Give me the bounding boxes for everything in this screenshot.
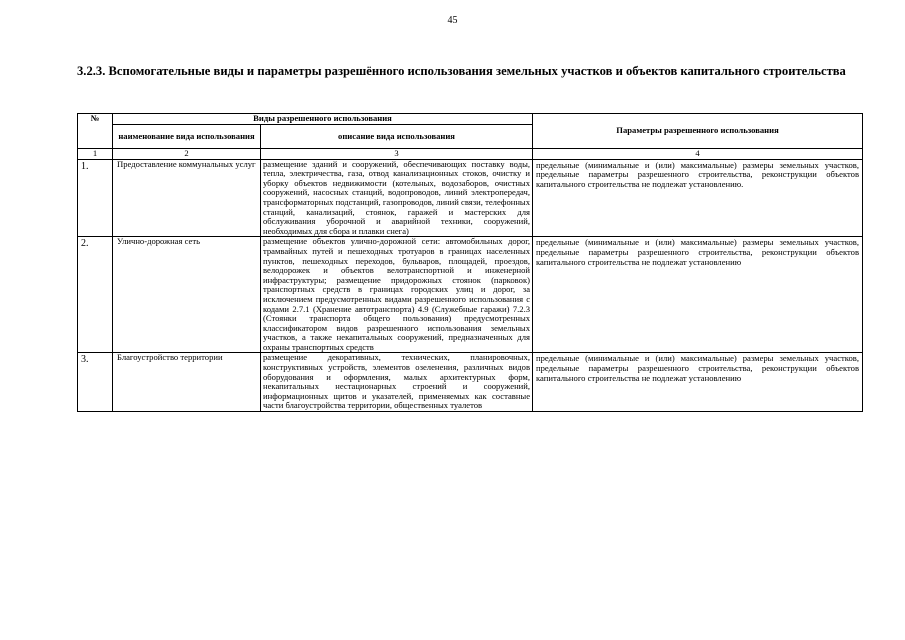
usage-name: Предоставление коммунальных услуг [113,159,261,237]
table-row [78,159,863,237]
header-num: № [78,114,113,149]
usage-table [77,113,863,412]
header-description: описание вида использования [261,125,533,149]
header-name: наименование вида использования [113,125,261,149]
usage-params: предельные (минимальные и (или) максимальные) размеры земельных участков, предельные параметры разрешенного строительства, реконструкции объектов капитального строительства не подлежат установлению [533,237,863,353]
usage-name: Улично-дорожная сеть [113,237,261,353]
row-number: 2. [78,237,113,353]
table-row [78,237,863,353]
col-number-2: 2 [113,149,261,160]
header-types-group: Виды разрешенного использования [113,114,533,125]
usage-description: размещение объектов улично-дорожной сети: автомобильных дорог, трамвайных путей и пешеходных тротуаров в границах населенных пунктов, пешеходных переходов, бульваров, площадей, проездов, велодорожек и объектов велотранспортной и инженерной инфраструктуры; размещение придорожных стоянок (парковок) транспортных средств в границах городских улиц и дорог, за исключением предусмотренных видами разрешенного использования с кодами 2.7.1 (Хранение автотранспорта) 4.9 (Служебные гаражи) 7.2.3 (Стоянки транспорта общего пользования) предусмотренных классификатором видов разрешенного использования земельных участков, а также некапитальных сооружений, предназначенных для охраны транспортных средств [261,237,533,353]
col-number-1: 1 [78,149,113,160]
table-row [78,353,863,412]
usage-name: Благоустройство территории [113,353,261,412]
usage-params: предельные (минимальные и (или) максимальные) размеры земельных участков, предельные параметры разрешенного строительства, реконструкции объектов капитального строительства не подлежат установлению [533,353,863,412]
header-params: Параметры разрешенного использования [533,114,863,149]
col-number-4: 4 [533,149,863,160]
usage-description: размещение зданий и сооружений, обеспечивающих поставку воды, тепла, электричества, газа, отвод канализационных стоков, очистку и уборку объектов недвижимости (котельных, водозаборов, очистных сооружений, насосных станций, водопроводов, линий электропередач, трансформаторных подстанций, газопроводов, линий связи, телефонных станций, канализаций, стоянок, гаражей и мастерских для обслуживания уборочной и аварийной техники, сооружений, необходимых для сбора и плавки снега) [261,159,533,237]
col-number-3: 3 [261,149,533,160]
usage-params: предельные (минимальные и (или) максимальные) размеры земельных участков, предельные параметры разрешенного строительства, реконструкции объектов капитального строительства не подлежат установлению. [533,159,863,237]
usage-description: размещение декоративных, технических, планировочных, конструктивных устройств, элементов озеленения, различных видов оборудования и оформления, малых архитектурных форм, некапитальных нестационарных строений и сооружений, информационных щитов и указателей, применяемых как составные части благоустройства территории, общественных туалетов [261,353,533,412]
row-number: 1. [78,159,113,237]
page-number: 45 [447,15,458,26]
section-title: 3.2.3. Вспомогательные виды и параметры разрешённого использования земельных участков и объектов капитального строительства [77,64,846,78]
row-number: 3. [78,353,113,412]
